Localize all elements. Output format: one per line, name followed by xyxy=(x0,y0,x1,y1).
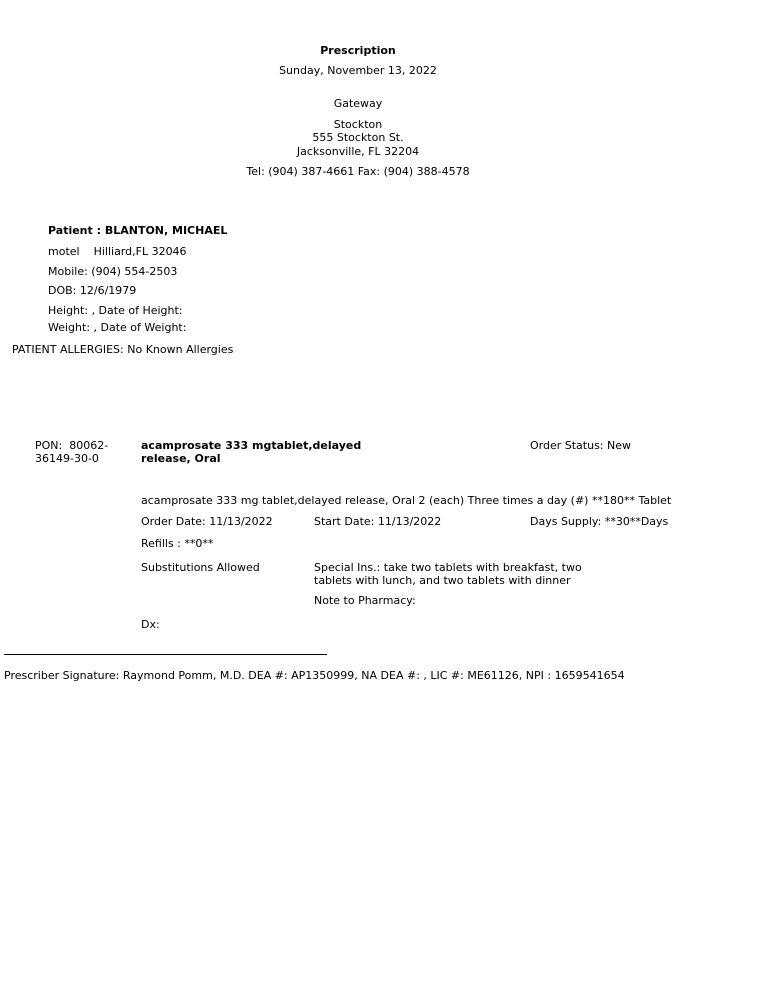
location-name: Stockton xyxy=(333,118,383,131)
special-instructions-line-2: tablets with lunch, and two tablets with dinner xyxy=(314,574,571,587)
patient-mobile: Mobile: (904) 554-2503 xyxy=(48,265,178,278)
patient-allergies: PATIENT ALLERGIES: No Known Allergies xyxy=(12,343,234,356)
signature-line xyxy=(4,654,327,655)
start-date: Start Date: 11/13/2022 xyxy=(314,515,442,528)
note-to-pharmacy: Note to Pharmacy: xyxy=(314,594,416,607)
patient-height: Height: , Date of Height: xyxy=(48,304,183,317)
special-instructions-line-1: Special Ins.: take two tablets with breakfast, two xyxy=(314,561,582,574)
order-date: Order Date: 11/13/2022 xyxy=(141,515,273,528)
order-status: Order Status: New xyxy=(530,439,632,452)
prescriber-signature: Prescriber Signature: Raymond Pomm, M.D. DEA #: AP1350999, NA DEA #: , LIC #: ME61126, NPI : 1659541654 xyxy=(4,669,625,682)
patient-dob: DOB: 12/6/1979 xyxy=(48,284,137,297)
refills: Refills : **0** xyxy=(141,537,214,550)
drug-name-line-2: release, Oral xyxy=(141,452,221,465)
pon-number-line-1: PON: 80062- xyxy=(35,439,109,452)
contact-phone: Tel: (904) 387-4661 Fax: (904) 388-4578 xyxy=(246,165,470,178)
substitutions: Substitutions Allowed xyxy=(141,561,260,574)
patient-address: motel Hilliard,FL 32046 xyxy=(48,245,187,258)
drug-name-line-1: acamprosate 333 mgtablet,delayed xyxy=(141,439,362,452)
days-supply: Days Supply: **30**Days xyxy=(530,515,669,528)
diagnosis: Dx: xyxy=(141,618,160,631)
address-line-2: Jacksonville, FL 32204 xyxy=(296,145,420,158)
document-title: Prescription xyxy=(320,44,396,57)
prescription-date: Sunday, November 13, 2022 xyxy=(279,64,437,77)
pon-number-line-2: 36149-30-0 xyxy=(35,452,99,465)
address-line-1: 555 Stockton St. xyxy=(312,131,404,144)
organization-name: Gateway xyxy=(333,97,383,110)
patient-name: Patient : BLANTON, MICHAEL xyxy=(48,224,228,237)
sig-instructions: acamprosate 333 mg tablet,delayed release, Oral 2 (each) Three times a day (#) **180** Tablet xyxy=(141,494,672,507)
patient-weight: Weight: , Date of Weight: xyxy=(48,321,187,334)
